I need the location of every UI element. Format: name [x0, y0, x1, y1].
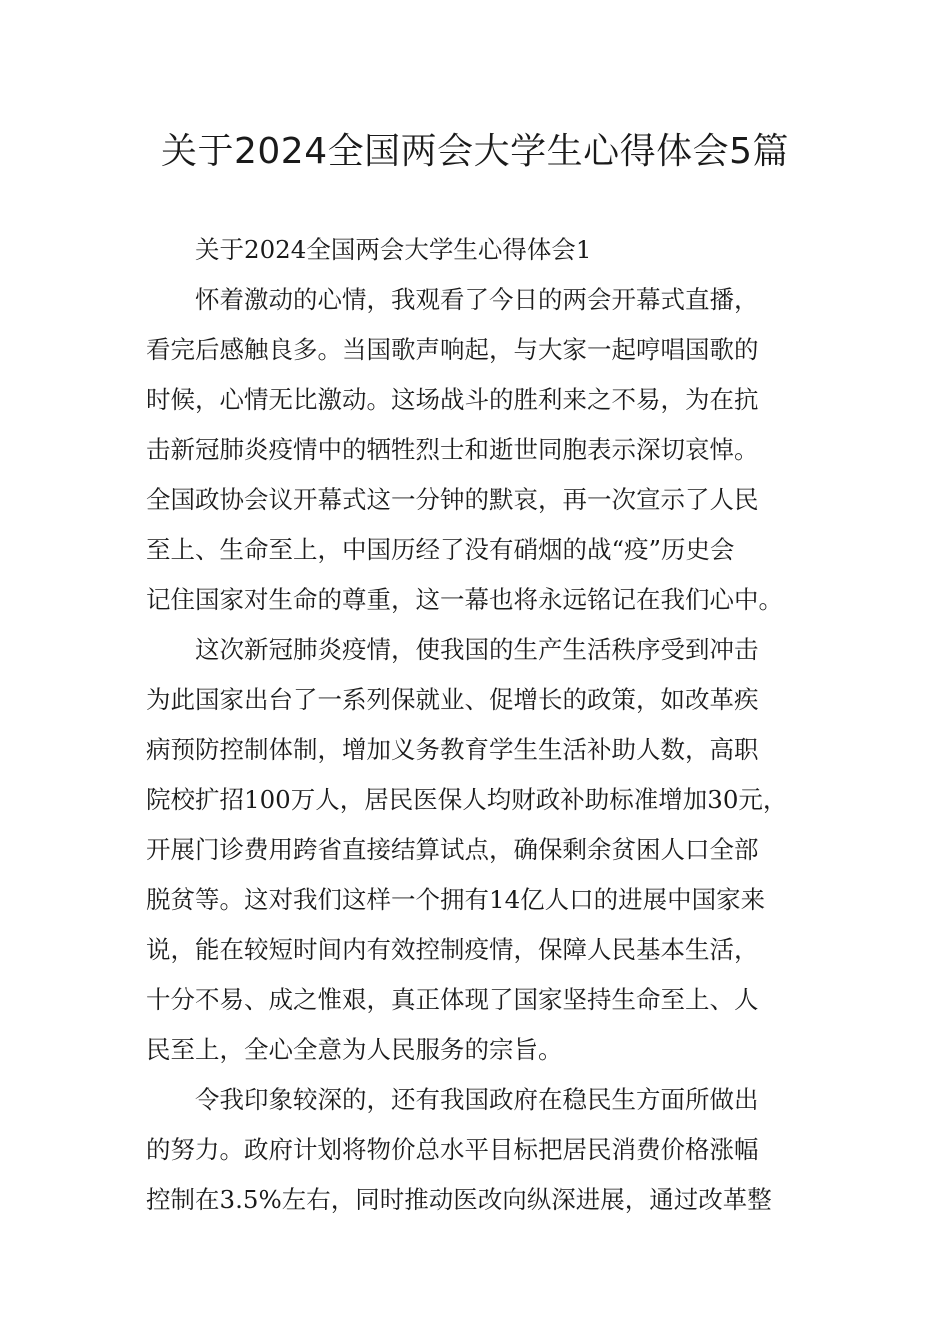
paragraph-line: 至上、生命至上，中国历经了没有硝烟的战“疫”历史会 [146, 535, 735, 564]
paragraph-line: 时候，心情无比激动。这场战斗的胜利来之不易，为在抗 [146, 385, 759, 414]
paragraph-line: 院校扩招100万人，居民医保人均财政补助标准增加30元， [146, 785, 788, 814]
paragraph-line: 全国政协会议开幕式这一分钟的默哀，再一次宣示了人民 [146, 485, 759, 514]
paragraph-line: 十分不易、成之惟艰，真正体现了国家坚持生命至上、人 [146, 985, 759, 1014]
paragraph-line: 控制在3.5%左右，同时推动医改向纵深进展，通过改革整 [146, 1185, 772, 1214]
paragraph-line: 病预防控制体制，增加义务教育学生生活补助人数，高职 [146, 735, 759, 764]
section-heading: 关于2024全国两会大学生心得体会1 [195, 235, 592, 264]
paragraph-line: 为此国家出台了一系列保就业、促增长的政策，如改革疾 [146, 685, 759, 714]
paragraph-line: 说，能在较短时间内有效控制疫情，保障人民基本生活， [146, 935, 759, 964]
paragraph-line: 开展门诊费用跨省直接结算试点，确保剩余贫困人口全部 [146, 835, 759, 864]
paragraph-line: 这次新冠肺炎疫情，使我国的生产生活秩序受到冲击 [195, 635, 759, 664]
document-title: 关于2024全国两会大学生心得体会5篇 [160, 131, 790, 172]
paragraph-line: 的努力。政府计划将物价总水平目标把居民消费价格涨幅 [146, 1135, 759, 1164]
paragraph-line: 怀着激动的心情，我观看了今日的两会开幕式直播， [195, 285, 759, 314]
paragraph-line: 令我印象较深的，还有我国政府在稳民生方面所做出 [195, 1085, 759, 1114]
paragraph-line: 民至上，全心全意为人民服务的宗旨。 [146, 1035, 563, 1064]
paragraph-line: 击新冠肺炎疫情中的牺牲烈士和逝世同胞表示深切哀悼。 [146, 435, 759, 464]
paragraph-line: 记住国家对生命的尊重，这一幕也将永远铭记在我们心中。 [146, 585, 783, 614]
paragraph-line: 脱贫等。这对我们这样一个拥有14亿人口的进展中国家来 [146, 885, 766, 914]
paragraph-line: 看完后感触良多。当国歌声响起，与大家一起哼唱国歌的 [146, 335, 759, 364]
